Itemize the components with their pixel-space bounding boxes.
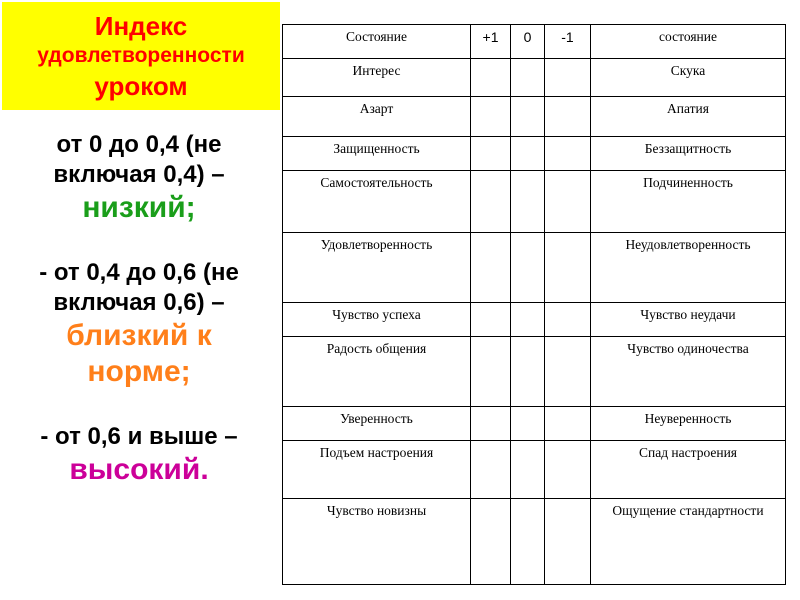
score-cell[interactable] <box>545 499 591 585</box>
title-line-1: Индекс <box>94 11 188 41</box>
score-cell[interactable] <box>511 499 545 585</box>
table-row <box>283 441 786 499</box>
scale-norm-line-2: включая 0,6) – <box>53 289 225 316</box>
state-left: Радость общения <box>283 337 471 407</box>
score-cell[interactable] <box>511 441 545 499</box>
state-right: Скука <box>591 59 786 97</box>
score-cell[interactable] <box>545 337 591 407</box>
state-left: Чувство новизны <box>283 499 471 585</box>
state-right: Беззащитность <box>591 137 786 171</box>
score-cell[interactable] <box>511 233 545 303</box>
score-cell[interactable] <box>545 97 591 137</box>
score-cell[interactable] <box>511 303 545 337</box>
scale-low-level: низкий; <box>82 191 196 224</box>
score-cell[interactable] <box>471 97 511 137</box>
scale-high-level: высокий. <box>69 453 209 486</box>
state-right: Апатия <box>591 97 786 137</box>
score-cell[interactable] <box>545 59 591 97</box>
score-cell[interactable] <box>511 171 545 233</box>
states-table <box>282 24 786 585</box>
score-cell[interactable] <box>471 137 511 171</box>
score-cell[interactable] <box>471 407 511 441</box>
table-header-row <box>283 25 786 59</box>
index-scale <box>0 130 278 488</box>
header-minus-one: -1 <box>545 25 591 59</box>
state-right: Чувство одиночества <box>591 337 786 407</box>
scale-norm-level-1: близкий к <box>66 319 212 352</box>
state-left: Подъем настроения <box>283 441 471 499</box>
table-row <box>283 499 786 585</box>
table-row <box>283 137 786 171</box>
scale-high-line-1: - от 0,6 и выше – <box>40 423 238 450</box>
score-cell[interactable] <box>511 97 545 137</box>
state-left: Чувство успеха <box>283 303 471 337</box>
table-row <box>283 233 786 303</box>
score-cell[interactable] <box>545 171 591 233</box>
score-cell[interactable] <box>545 441 591 499</box>
score-cell[interactable] <box>545 137 591 171</box>
header-state-right: состояние <box>591 25 786 59</box>
state-right: Неудовлетворенность <box>591 233 786 303</box>
score-cell[interactable] <box>471 303 511 337</box>
title-line-3: уроком <box>94 71 188 101</box>
table-row <box>283 171 786 233</box>
score-cell[interactable] <box>471 59 511 97</box>
score-cell[interactable] <box>471 441 511 499</box>
state-left: Уверенность <box>283 407 471 441</box>
header-zero: 0 <box>511 25 545 59</box>
header-plus-one: +1 <box>471 25 511 59</box>
state-right: Ощущение стандартности <box>591 499 786 585</box>
scale-low-line-1: от 0 до 0,4 (не <box>56 131 222 158</box>
header-state-left: Состояние <box>283 25 471 59</box>
table-row <box>283 303 786 337</box>
score-cell[interactable] <box>545 233 591 303</box>
table-row <box>283 97 786 137</box>
state-left: Удовлетворенность <box>283 233 471 303</box>
state-right: Подчиненность <box>591 171 786 233</box>
score-cell[interactable] <box>545 303 591 337</box>
score-cell[interactable] <box>545 407 591 441</box>
score-cell[interactable] <box>511 337 545 407</box>
state-right: Спад настроения <box>591 441 786 499</box>
scale-norm-line-1: - от 0,4 до 0,6 (не <box>39 259 239 286</box>
score-cell[interactable] <box>471 337 511 407</box>
state-right: Неуверенность <box>591 407 786 441</box>
state-left: Интерес <box>283 59 471 97</box>
state-left: Защищенность <box>283 137 471 171</box>
table-row <box>283 407 786 441</box>
title-line-2: удовлетворенности <box>37 44 245 67</box>
score-cell[interactable] <box>471 499 511 585</box>
scale-low-line-2: включая 0,4) – <box>53 161 225 188</box>
title-box <box>2 2 280 110</box>
score-cell[interactable] <box>511 407 545 441</box>
score-cell[interactable] <box>511 59 545 97</box>
state-right: Чувство неудачи <box>591 303 786 337</box>
table-row <box>283 59 786 97</box>
state-left: Самостоятельность <box>283 171 471 233</box>
state-left: Азарт <box>283 97 471 137</box>
score-cell[interactable] <box>471 233 511 303</box>
table-row <box>283 337 786 407</box>
scale-norm-level-2: норме; <box>87 355 191 388</box>
score-cell[interactable] <box>511 137 545 171</box>
score-cell[interactable] <box>471 171 511 233</box>
